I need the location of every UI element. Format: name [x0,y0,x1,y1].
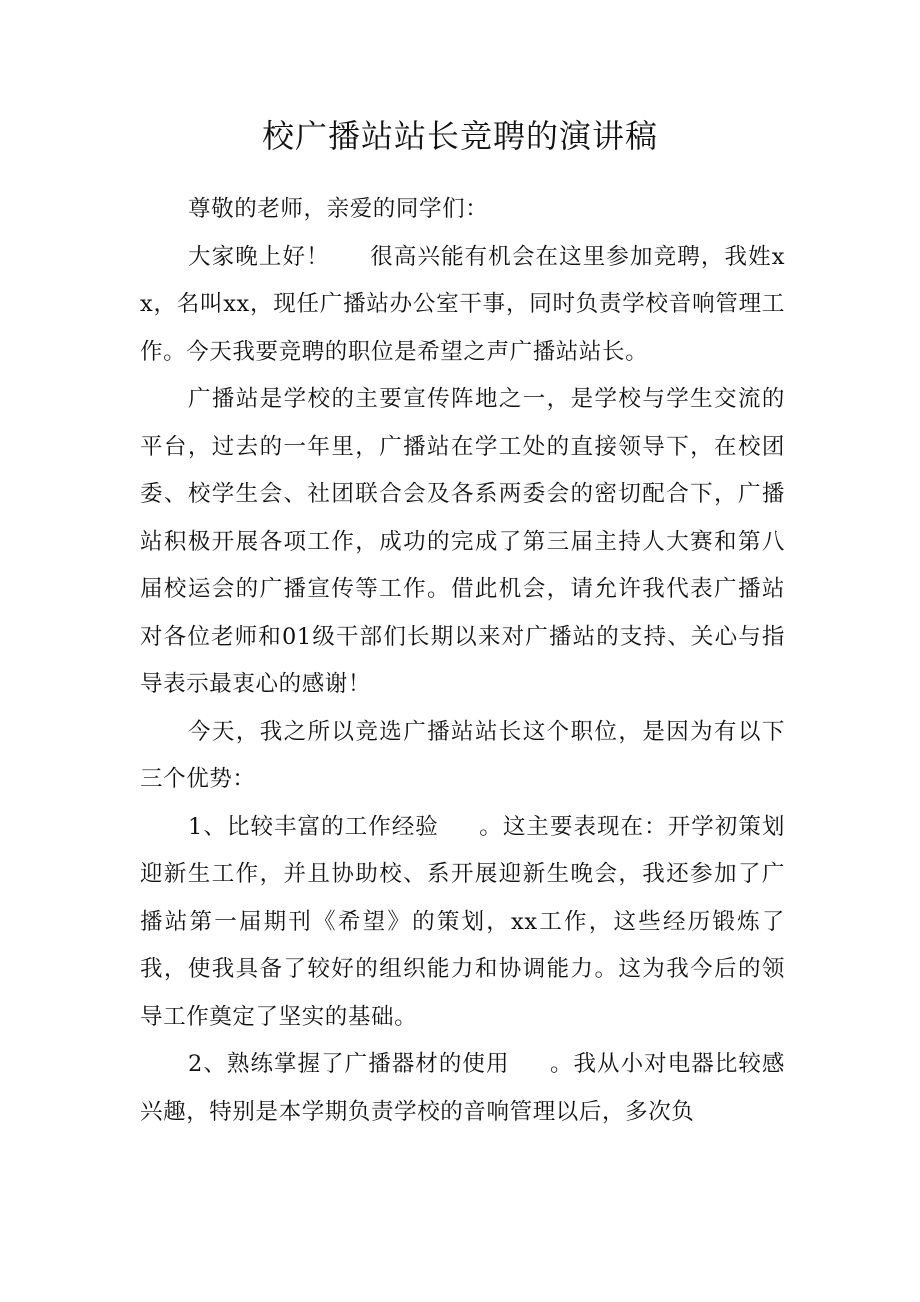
paragraph-greeting [140,234,785,377]
paragraph-text: 很高兴能有机会在这里参加竞聘，我姓xx，名叫xx，现任广播站办公室干事，同时负责学校音响管理工作。今天我要竞聘的职位是希望之声广播站站长。 [140,243,785,365]
paragraph-text: 广播站是学校的主要宣传阵地之一，是学校与学生交流的平台，过去的一年里，广播站在学工处的直接领导下，在校团委、校学生会、社团联合会及各系两委会的密切配合下，广播站积极开展各项工作，成功的完成了第三届主持人大赛和第八届校运会的广播宣传等工作。借此机会，请允许我代表广播站对各位老师和01级干部们长期以来对广播站的支持、关心与指导表示最衷心的感谢！ [140,386,785,697]
paragraph-advantage-1 [140,804,785,1042]
paragraph-text: 尊敬的老师，亲爱的同学们： [188,196,489,222]
document-title: 校广播站站长竞聘的演讲稿 [261,117,658,155]
paragraph-text: 今天，我之所以竞选广播站站长这个职位，是因为有以下三个优势： [140,718,785,792]
paragraph-reasons-intro [140,709,785,804]
document-body [140,186,785,1136]
advantage-heading: 2、熟练掌握了广播器材的使用 [188,1051,510,1077]
paragraph-text: 。这主要表现在：开学初策划迎新生工作，并且协助校、系开展迎新生晚会，我还参加了广播站第一届期刊《希望》的策划，xx工作，这些经历锻炼了我，使我具备了较好的组织能力和协调能力。这为我今后的领导工作奠定了坚实的基础。 [140,813,785,1030]
paragraph-salutation [140,186,785,234]
paragraph-advantage-2 [140,1041,785,1136]
advantage-heading: 1、比较丰富的工作经验 [188,813,439,840]
paragraph-text: 大家晚上好！ [188,243,330,270]
paragraph-station-intro [140,376,785,709]
paragraph-text: 。我从小对电器比较感兴趣，特别是本学期负责学校的音响管理以后，多次负 [140,1051,785,1125]
